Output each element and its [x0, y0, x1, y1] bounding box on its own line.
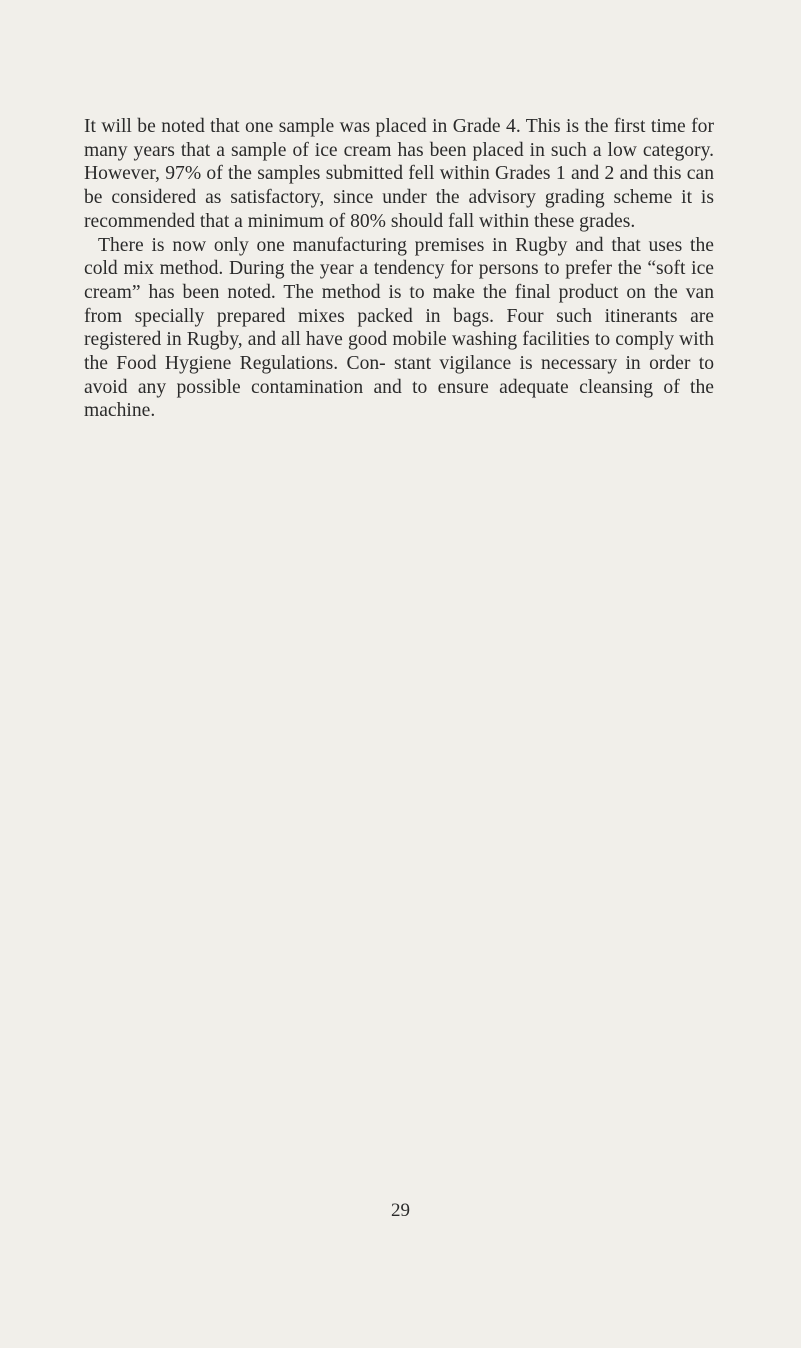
page-number: 29 [391, 1200, 410, 1221]
paragraph-manufacturing-premises: There is now only one manufacturing premises in Rugby and that uses the cold mix method. During the year a tendency for persons to prefer the “soft ice cream” has been noted. The method is to make the final product on the van from specially prepared mixes packed in bags. Four such itinerants are registered in Rugby, and all have good mobile washing facilities to comply with the Food Hygiene Regulations. Con- stant vigilance is necessary in order to avoid any possible contamination and to ensure adequate cleansing of the machine. [84, 234, 714, 422]
body-text [84, 115, 714, 423]
paragraph-ice-cream-grades: It will be noted that one sample was placed in Grade 4. This is the first time for many years that a sample of ice cream has been placed in such a low category. However, 97% of the samples submitted fell within Grades 1 and 2 and this can be considered as satisfactory, since under the advisory grading scheme it is recommended that a minimum of 80% should fall within these grades. [84, 116, 714, 232]
